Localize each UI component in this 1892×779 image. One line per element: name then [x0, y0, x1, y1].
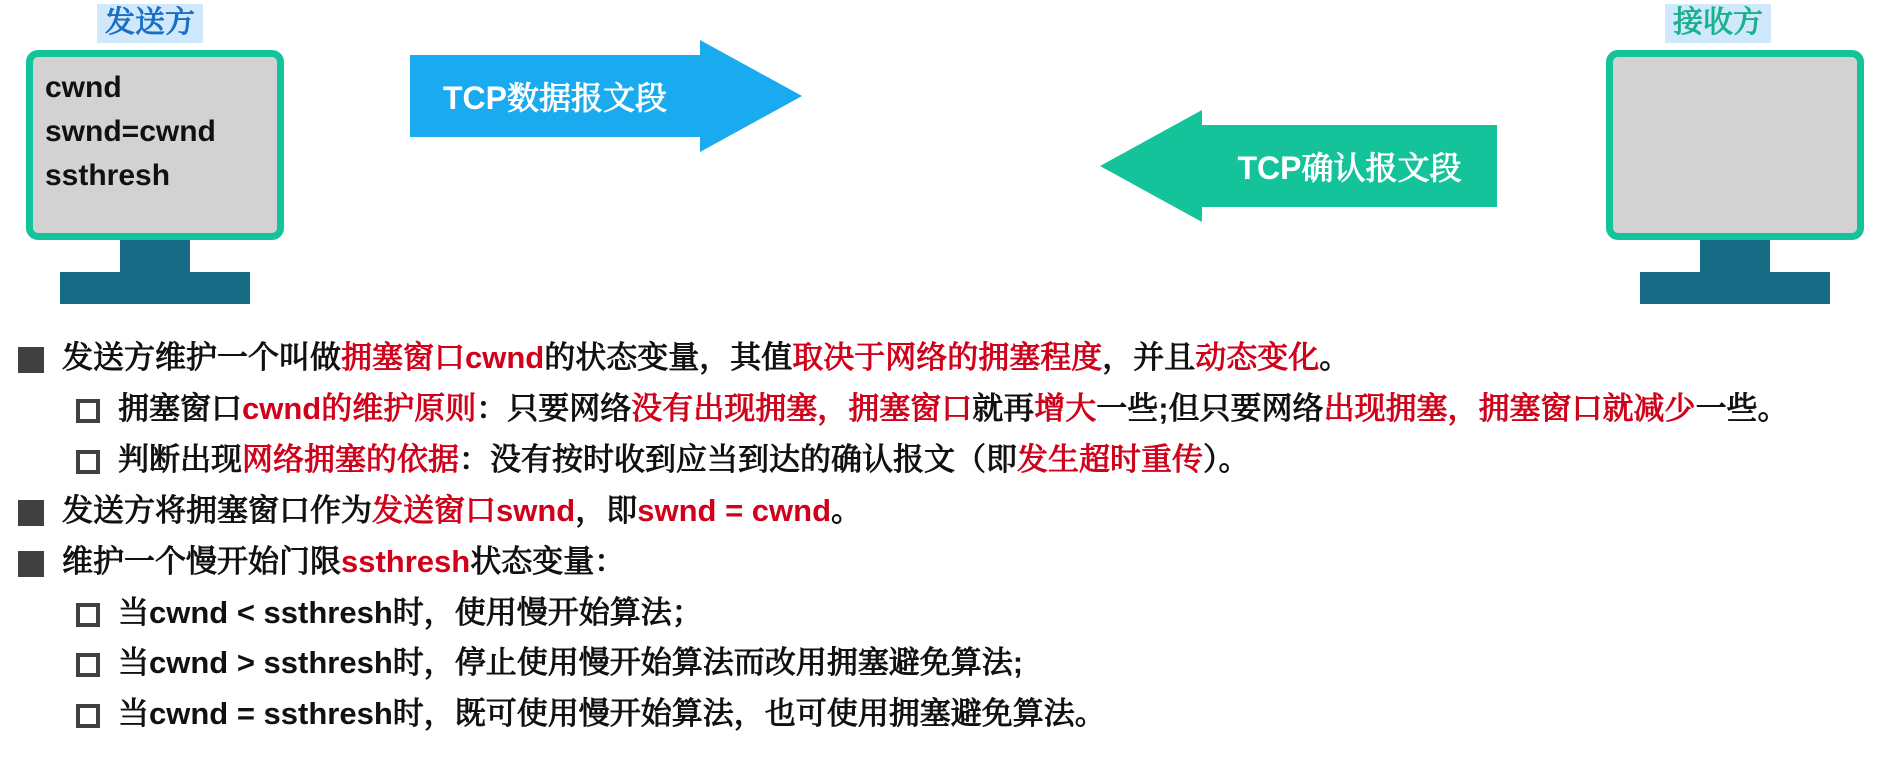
receiver-monitor-stand-neck	[1700, 240, 1770, 272]
highlight-text: 出现拥塞，拥塞窗口就减少	[1323, 390, 1696, 426]
plain-text: ：没有按时收到应当到达的确认报文（即	[459, 441, 1017, 477]
receiver-monitor-stand-base	[1640, 272, 1830, 304]
sender-monitor-stand-neck	[120, 240, 190, 272]
bullet-list	[0, 330, 1892, 735]
list-item-text	[62, 338, 1350, 379]
list-item-text	[118, 643, 1023, 684]
receiver-label: 接收方	[1665, 4, 1771, 43]
plain-text: 的状态变量，其值	[544, 340, 793, 375]
data-segment-arrow-head-icon	[700, 40, 802, 152]
ack-segment-arrow-head-icon	[1100, 110, 1202, 222]
list-item	[18, 491, 1874, 532]
plain-text: 发送方将拥塞窗口作为	[62, 492, 372, 528]
list-item-text	[118, 440, 1250, 481]
list-item-text	[62, 542, 625, 583]
highlight-text: 取决于网络的拥塞程度	[792, 340, 1103, 375]
plain-text: 拥塞窗口	[118, 390, 242, 426]
plain-text: 一些。	[1695, 390, 1789, 426]
highlight-text: 发生超时重传	[1017, 441, 1203, 477]
ack-segment-arrow-label: TCP确认报文段	[1202, 125, 1497, 207]
highlight-text: 拥塞窗口cwnd	[341, 340, 545, 375]
highlight-text: 增大	[1034, 390, 1097, 426]
list-item	[18, 542, 1874, 583]
highlight-text: 动态变化	[1195, 340, 1320, 375]
plain-text: 。	[831, 492, 863, 528]
sender-variable-cwnd: cwnd	[45, 71, 122, 104]
filled-square-bullet-icon	[18, 347, 44, 373]
filled-square-bullet-icon	[18, 551, 44, 577]
list-item	[18, 440, 1874, 481]
plain-text: ，并且	[1102, 340, 1196, 375]
sender-variable-swnd: swnd=cwnd	[45, 115, 216, 149]
list-item	[18, 643, 1874, 684]
hollow-square-bullet-icon	[76, 653, 100, 677]
highlight-text: swnd = cwnd	[637, 492, 832, 528]
plain-text: ：只要网络	[476, 390, 632, 426]
plain-text: 当cwnd < ssthresh时，使用慢开始算法；	[118, 594, 703, 630]
plain-text: 判断出现	[118, 441, 242, 477]
plain-text: 一些;但只要网络	[1096, 390, 1324, 426]
highlight-text: cwnd的维护原则	[242, 390, 477, 426]
list-item-text	[118, 593, 703, 634]
plain-text: 。	[1319, 340, 1351, 375]
highlight-text: 网络拥塞的依据	[242, 441, 459, 477]
tcp-congestion-diagram	[0, 0, 1892, 330]
receiver-monitor-icon	[1606, 50, 1864, 240]
filled-square-bullet-icon	[18, 500, 44, 526]
plain-text: 发送方维护一个叫做	[62, 340, 341, 375]
highlight-text: ssthresh	[341, 543, 471, 579]
hollow-square-bullet-icon	[76, 704, 100, 728]
plain-text: 就再	[972, 390, 1035, 426]
list-item	[18, 694, 1874, 735]
list-item-text	[118, 389, 1789, 430]
highlight-text: 没有出现拥塞，拥塞窗口	[631, 390, 973, 426]
sender-label: 发送方	[97, 4, 203, 43]
plain-text: ）。	[1203, 441, 1250, 477]
hollow-square-bullet-icon	[76, 603, 100, 627]
sender-variable-ssthresh: ssthresh	[45, 159, 171, 193]
list-item	[18, 338, 1874, 379]
list-item	[18, 593, 1874, 634]
highlight-text: 发送窗口swnd	[372, 492, 576, 528]
list-item-text	[62, 491, 862, 532]
data-segment-arrow-label: TCP数据报文段	[410, 55, 700, 137]
plain-text: 状态变量：	[470, 543, 626, 579]
plain-text: ，即	[575, 492, 638, 528]
plain-text: 当cwnd > ssthresh时，停止使用慢开始算法而改用拥塞避免算法;	[118, 645, 1024, 681]
sender-monitor-stand-base	[60, 272, 250, 304]
sender-variables	[45, 66, 270, 198]
hollow-square-bullet-icon	[76, 450, 100, 474]
plain-text: 维护一个慢开始门限	[62, 543, 341, 579]
list-item	[18, 389, 1874, 430]
hollow-square-bullet-icon	[76, 399, 100, 423]
plain-text: 当cwnd = ssthresh时，既可使用慢开始算法，也可使用拥塞避免算法。	[118, 696, 1106, 732]
list-item-text	[118, 694, 1106, 735]
